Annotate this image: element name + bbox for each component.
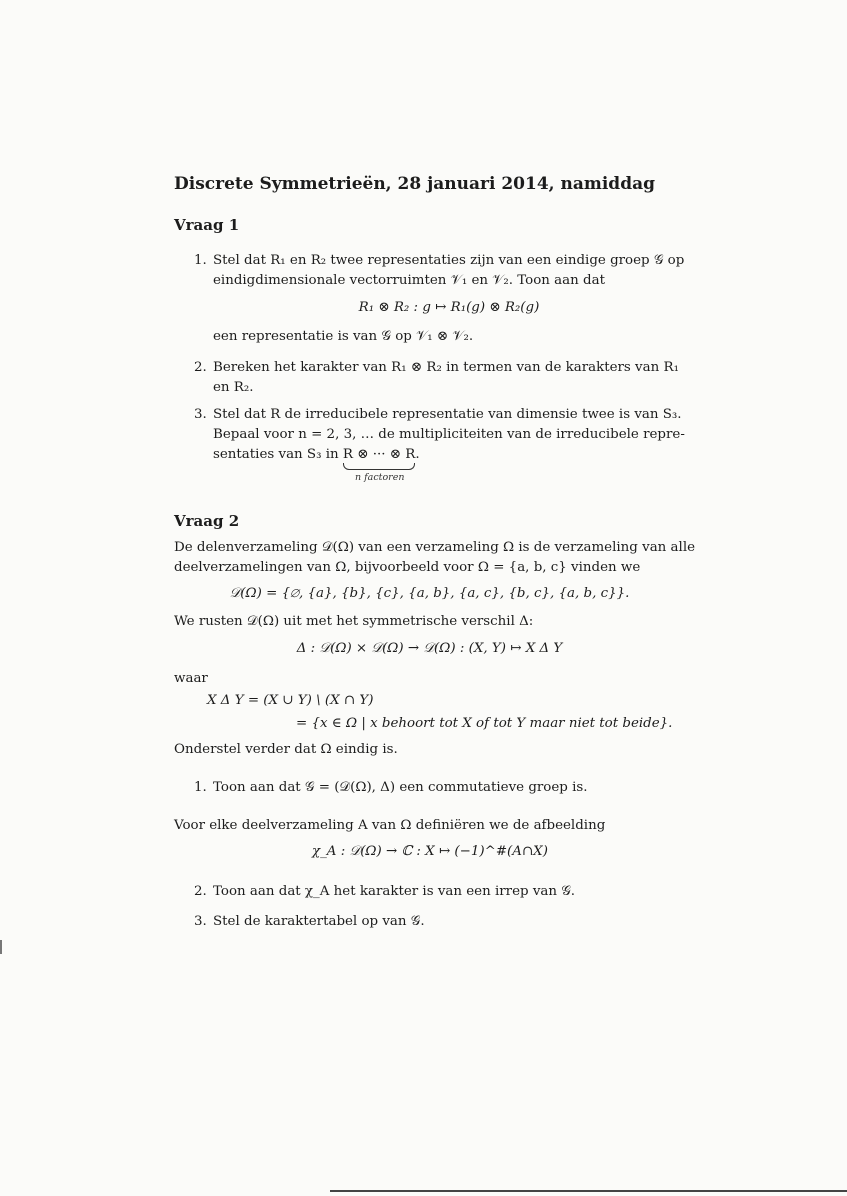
q1-item-3-line-1: Stel dat R de irreducibele representatie van dimensie twee is van S₃. bbox=[213, 407, 682, 422]
q1-item-1-equation: R₁ ⊗ R₂ : g ↦ R₁(g) ⊗ R₂(g) bbox=[358, 300, 540, 315]
q1-item-1-line-2: eindigdimensionale vectorruimten 𝒱₁ en 𝒱₂. Toon aan dat bbox=[213, 273, 605, 288]
q1-item-3-period: . bbox=[415, 447, 420, 462]
q2-symmetric-difference-text: We rusten 𝒟(Ω) uit met het symmetrische verschil Δ: bbox=[174, 614, 534, 629]
underbrace bbox=[343, 463, 415, 470]
q1-item-3-line-2: Bepaal voor n = 2, 3, … de multipliciteiten van de irreducibele repre- bbox=[213, 427, 685, 442]
q2-finite-assumption: Onderstel verder dat Ω eindig is. bbox=[174, 742, 398, 757]
q2-item-2-number: 2. bbox=[194, 884, 207, 899]
q1-item-1-line-1: Stel dat R₁ en R₂ twee representaties zijn van een eindige groep 𝒢 op bbox=[213, 253, 685, 268]
underbrace-label: n factoren bbox=[355, 472, 405, 483]
scan-bottom-rule bbox=[330, 1190, 847, 1192]
q1-item-1-number: 1. bbox=[194, 253, 207, 268]
q2-item-2-text: Toon aan dat χ_A het karakter is van een irrep van 𝒢. bbox=[213, 884, 576, 899]
q1-item-1-line-3: een representatie is van 𝒢 op 𝒱₁ ⊗ 𝒱₂. bbox=[213, 329, 474, 344]
q2-definition-text: Voor elke deelverzameling A van Ω definiëren we de afbeelding bbox=[174, 818, 606, 833]
q2-item-3-number: 3. bbox=[194, 914, 207, 929]
scan-edge-mark bbox=[0, 940, 2, 954]
underbrace-expression bbox=[343, 446, 415, 464]
q2-intro-line-2: deelverzamelingen van Ω, bijvoorbeeld voor Ω = {a, b, c} vinden we bbox=[174, 560, 641, 575]
q1-item-3-number: 3. bbox=[194, 407, 207, 422]
q2-intro-line-1: De delenverzameling 𝒟(Ω) van een verzameling Ω is de verzameling van alle bbox=[174, 540, 696, 555]
xy-definition-line-1: X Δ Y = (X ∪ Y) \ (X ∩ Y) bbox=[207, 693, 374, 708]
xy-definition-line-2: = {x ∈ Ω | x behoort tot X of tot Y maar niet tot beide}. bbox=[296, 716, 673, 731]
q2-item-1-number: 1. bbox=[194, 780, 207, 795]
q1-item-3-line-3 bbox=[213, 446, 420, 464]
q1-item-2-line-1: Bereken het karakter van R₁ ⊗ R₂ in termen van de karakters van R₁ bbox=[213, 360, 679, 375]
question-1-heading: Vraag 1 bbox=[174, 216, 240, 234]
q1-item-2-number: 2. bbox=[194, 360, 207, 375]
q1-item-3-line-3-text: sentaties van S₃ in bbox=[213, 447, 343, 462]
q2-item-3-text: Stel de karaktertabel op van 𝒢. bbox=[213, 914, 425, 929]
page-title: Discrete Symmetrieën, 28 januari 2014, namiddag bbox=[174, 174, 655, 194]
tensor-power-expression: R ⊗ ··· ⊗ R bbox=[342, 447, 416, 462]
power-set-equation: 𝒟(Ω) = {∅, {a}, {b}, {c}, {a, b}, {a, c}, {b, c}, {a, b, c}}. bbox=[229, 586, 630, 601]
chi-definition-equation: χ_A : 𝒟(Ω) → ℂ : X ↦ (−1)^#(A∩X) bbox=[312, 844, 548, 859]
q2-item-1-text: Toon aan dat 𝒢 = (𝒟(Ω), Δ) een commutatieve groep is. bbox=[213, 780, 588, 795]
waar-text: waar bbox=[174, 671, 208, 686]
question-2-heading: Vraag 2 bbox=[174, 512, 240, 530]
symmetric-difference-equation: Δ : 𝒟(Ω) × 𝒟(Ω) → 𝒟(Ω) : (X, Y) ↦ X Δ Y bbox=[296, 641, 563, 656]
q1-item-2-line-2: en R₂. bbox=[213, 380, 254, 395]
